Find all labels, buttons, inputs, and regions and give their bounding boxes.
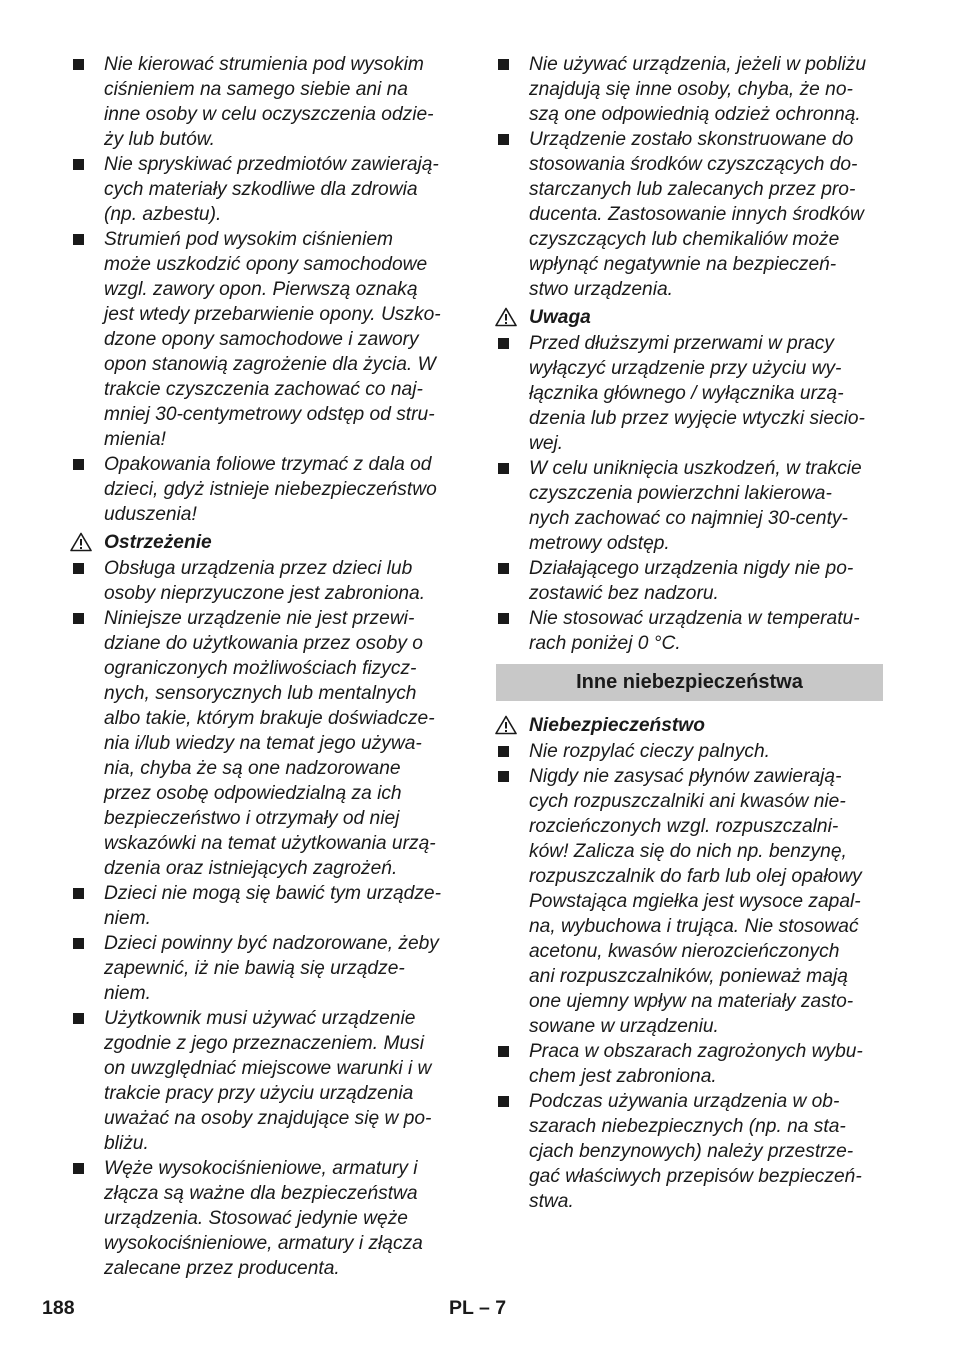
square-bullet-icon [498, 1096, 509, 1107]
square-bullet-icon [498, 134, 509, 145]
list-item [70, 152, 460, 227]
list-item-text: Nie stosować urządzenia w temperatu- rach poniżej 0 °C. [529, 608, 860, 654]
list-item-text: Urządzenie zostało skonstruowane do stosowania środków czyszczących do- starczanych lub zalecanych przez pro- ducenta. Zastosowanie innych środków czyszczących lub chemikaliów może wpłynąć negatywnie na bezpieczeń- stwo urządzenia. [529, 129, 864, 300]
square-bullet-icon [498, 563, 509, 574]
list-item-text: Nie rozpylać cieczy palnych. [529, 741, 771, 762]
square-bullet-icon [498, 1046, 509, 1057]
list-item-text: W celu uniknięcia uszkodzeń, w trakcie czyszczenia powierzchni lakierowa- nych zachować co najmniej 30-centy- metrowy odstęp. [529, 458, 862, 554]
warning-triangle-icon [495, 307, 517, 327]
list-item [495, 52, 885, 127]
square-bullet-icon [498, 338, 509, 349]
warning-heading [495, 305, 885, 330]
square-bullet-icon [73, 459, 84, 470]
list-item-text: Dzieci powinny być nadzorowane, żeby zapewnić, iż nie bawią się urządze- niem. [104, 933, 439, 1004]
list-item-text: Użytkownik musi używać urządzenie zgodnie z jego przeznaczeniem. Musi on uwzględniać miejscowe warunki i w trakcie pracy przy użyciu urządzenia uważać na osoby znajdujące się w po- bliżu. [104, 1008, 432, 1154]
square-bullet-icon [73, 59, 84, 70]
right-column [495, 52, 885, 1214]
square-bullet-icon [73, 1013, 84, 1024]
list-item-text: Nie kierować strumienia pod wysokim ciśnieniem na samego siebie ani na inne osoby w celu oczyszczenia odzie- ży lub butów. [104, 54, 434, 150]
square-bullet-icon [73, 234, 84, 245]
list-item [70, 1006, 460, 1156]
list-item-text: Strumień pod wysokim ciśnieniem może uszkodzić opony samochodowe wzgl. zawory opon. Pierwszą oznaką jest wtedy przebarwienie opony. Uszko- dzone opony samochodowe i zawory opon stanowią zagrożenie dla życia. W trakcie czyszczenia zachować co naj- mniej 30-centymetrowy odstęp od stru- mienia! [104, 229, 441, 450]
square-bullet-icon [498, 59, 509, 70]
list-item-text: Działającego urządzenia nigdy nie po- zostawić bez nadzoru. [529, 558, 854, 604]
list-item [70, 1156, 460, 1281]
list-item [495, 127, 885, 302]
list-item [495, 556, 885, 606]
square-bullet-icon [498, 771, 509, 782]
page-number: 188 [42, 1297, 75, 1319]
list-item [70, 556, 460, 606]
list-item-text: Nie spryskiwać przedmiotów zawierają- cych materiały szkodliwe dla zdrowia (np. azbestu). [104, 154, 439, 225]
warning-label: Niebezpieczeństwo [529, 715, 705, 736]
list-item [495, 1089, 885, 1214]
warning-triangle-icon [495, 715, 517, 735]
list-item-text: Węże wysokociśnieniowe, armatury i złącza są ważne dla bezpieczeństwa urządzenia. Stosować jedynie węże wysokociśnieniowe, armatury i złącza zalecane przez producenta. [104, 1158, 423, 1279]
warning-heading [495, 713, 885, 738]
list-item-text: Praca w obszarach zagrożonych wybu- chem jest zabroniona. [529, 1041, 863, 1087]
list-item [495, 764, 885, 1039]
square-bullet-icon [73, 888, 84, 899]
list-item [70, 606, 460, 881]
list-item-text: Niniejsze urządzenie nie jest przewi- dziane do użytkowania przez osoby o ograniczonych możliwościach fizycz- nych, sensorycznych lub mentalnych albo takie, którym brakuje doświadcze- nia i/lub wiedzy na temat jego używa- nia, chyba że są one nadzorowane przez osobę odpowiedzialną za ich bezpieczeństwo i otrzymały od niej wskazówki na temat użytkowania urzą- dzenia oraz istniejących zagrożeń. [104, 608, 436, 879]
list-item [70, 52, 460, 152]
list-item-text: Nie używać urządzenia, jeżeli w pobliżu znajdują się inne osoby, chyba, że no- szą one odpowiednią odzież ochronną. [529, 54, 867, 125]
list-item [495, 739, 885, 764]
square-bullet-icon [73, 938, 84, 949]
square-bullet-icon [498, 463, 509, 474]
warning-heading [70, 530, 460, 555]
list-item [495, 331, 885, 456]
list-item [495, 606, 885, 656]
list-item [70, 931, 460, 1006]
warning-label: Ostrzeżenie [104, 532, 212, 553]
list-item-text: Podczas używania urządzenia w ob- szarach niebezpiecznych (np. na sta- cjach benzynowych) należy przestrze- gać właściwych przepisów bezpieczeń- stwa. [529, 1091, 862, 1212]
square-bullet-icon [73, 563, 84, 574]
list-item [495, 456, 885, 556]
list-item [70, 227, 460, 452]
left-column [70, 52, 460, 1281]
square-bullet-icon [73, 1163, 84, 1174]
square-bullet-icon [498, 746, 509, 757]
list-item-text: Nigdy nie zasysać płynów zawierają- cych rozpuszczalniki ani kwasów nie- rozcieńczonych wzgl. rozpuszczalni- ków! Zalicza się do nich np. benzynę, rozpuszczalnik do farb lub olej opałowy Powstająca mgiełka jest wysoce zapal- na, wybuchowa i trująca. Nie stosować acetonu, kwasów nierozcieńczonych ani rozpuszczalników, ponieważ mają one ujemny wpływ na materiały zasto- sowane w urządzeniu. [529, 766, 862, 1037]
list-item-text: Opakowania foliowe trzymać z dala od dzieci, gdyż istnieje niebezpieczeństwo uduszenia! [104, 454, 437, 525]
square-bullet-icon [73, 613, 84, 624]
square-bullet-icon [498, 613, 509, 624]
list-item [70, 881, 460, 931]
list-item [70, 452, 460, 527]
list-item [495, 1039, 885, 1089]
list-item-text: Obsługa urządzenia przez dzieci lub osoby nieprzyuczone jest zabroniona. [104, 558, 426, 604]
warning-triangle-icon [70, 532, 92, 552]
section-heading: Inne niebezpieczeństwa [496, 664, 883, 701]
warning-label: Uwaga [529, 307, 591, 328]
list-item-text: Dzieci nie mogą się bawić tym urządze- niem. [104, 883, 441, 929]
square-bullet-icon [73, 159, 84, 170]
language-page-label: PL – 7 [449, 1297, 507, 1319]
list-item-text: Przed dłuższymi przerwami w pracy wyłączyć urządzenie przy użyciu wy- łącznika głównego / wyłącznika urzą- dzenia lub przez wyjęcie wtyczki siecio- wej. [529, 333, 865, 454]
